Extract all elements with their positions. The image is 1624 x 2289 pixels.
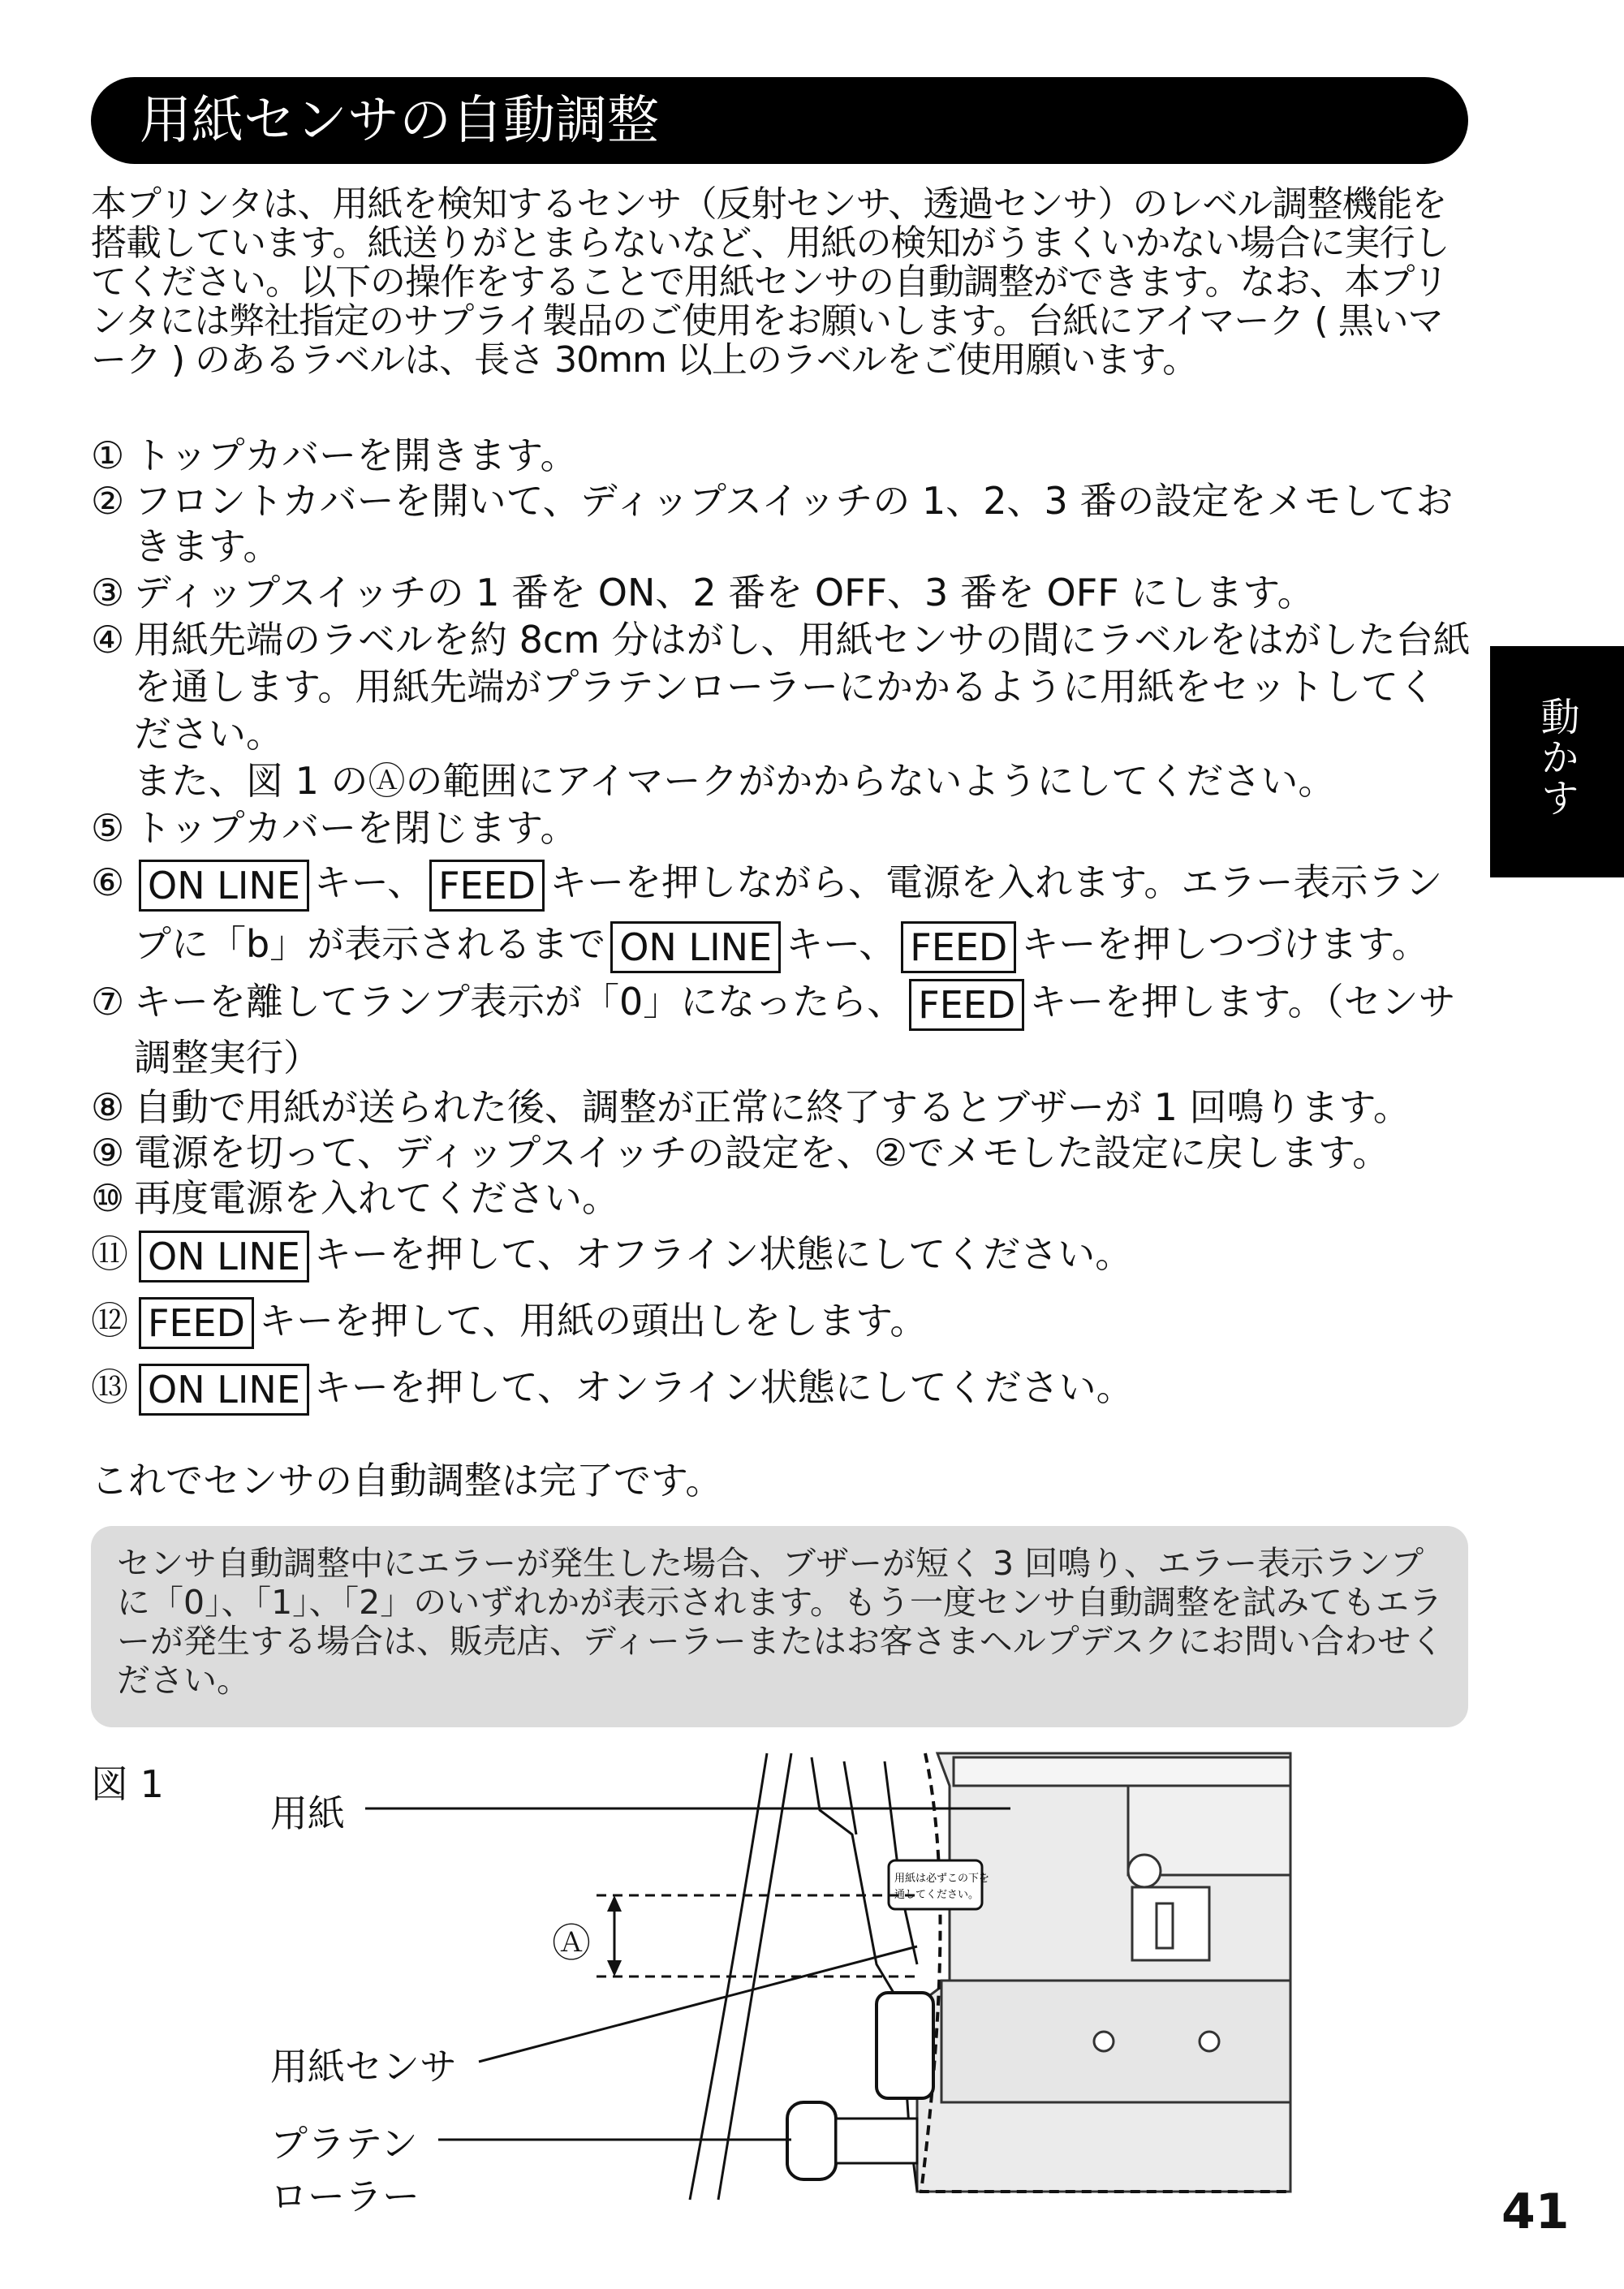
step-number: ⑨ [91,1130,125,1175]
step-number: ③ [91,571,125,614]
step-text: 再度電源を入れてください。 [134,1175,619,1220]
page-number: 41 [1501,2183,1570,2240]
step-number: ⑩ [91,1175,125,1220]
step-text: ディップスイッチの 1 番を ON、2 番を OFF、3 番を OFF にします。 [134,571,1315,614]
step-number: ⑦ [91,980,125,1024]
feed-key: FEED [901,921,1016,973]
label-platen-1: プラテン [270,2122,418,2166]
step-text: キーを離してランプ表示が「0」になったら、 [134,980,905,1024]
mechanism-line-2 [844,1761,856,1834]
step-number: ⑪ [91,1231,128,1276]
page-title: 用紙センサの自動調整 [140,91,659,151]
step-number: ⑬ [91,1364,128,1409]
completion-text: これでセンサの自動調整は完了です。 [91,1459,723,1502]
step-text-extra: また、図 1 のⒶの範囲にアイマークがかからないようにしてください。 [134,759,1336,803]
step-text: キーを押して、オフライン状態にしてください。 [313,1231,1133,1276]
step-text: フロントカバーを開いて、ディップスイッチの 1、2、3 番の設定をメモしておきます。 [134,479,1454,568]
platen-roller [787,2102,836,2179]
screw-icon [1200,2032,1219,2051]
step-text: キー、 [786,922,897,966]
step-number: ⑧ [91,1084,125,1129]
top-rail [954,1757,1290,1786]
sticker-text-2: 通してください。 [894,1889,980,1901]
feed-key: FEED [139,1297,254,1349]
step-text: トップカバーを開きます。 [134,433,578,477]
platen-housing [941,1981,1290,2102]
gear-icon [1128,1855,1161,1887]
online-key: ON LINE [139,1231,309,1282]
arrow-down-icon [607,1960,622,1976]
step-number: ④ [91,618,125,662]
label-sensor: 用紙センサ [270,2045,457,2089]
sticker-text-1: 用紙は必ずこの下を [894,1873,990,1885]
label-paper: 用紙 [270,1791,345,1835]
step-text: 電源を切って、ディップスイッチの設定を、②でメモした設定に戻します。 [134,1130,1390,1175]
feed-key: FEED [429,860,545,912]
step-text: キーを押しつづけます。 [1021,922,1429,966]
step-text: キーを押します。（センサ調整実行） [134,980,1456,1080]
step-number: ⑥ [91,860,125,904]
lever-slot [1157,1903,1173,1948]
note-text: センサ自動調整中にエラーが発生した場合、ブザーが短く 3 回鳴り、エラー表示ランプに「0」、「1」、「2」のいずれかが表示されます。もう一度センサ自動調整を試みてもエラーが発生する場合は、販売店、ディーラーまたはお客さまヘルプデスクにお問い合わせください。 [117,1544,1445,1700]
step-text: トップカバーを閉じます。 [134,806,578,850]
leader-sensor [479,1946,917,2062]
label-range-a: Ⓐ [552,1920,592,1966]
step-text: キー、 [313,860,425,904]
side-tab-label: 動かす [1534,696,1579,818]
arrow-up-icon [607,1895,622,1912]
sensor-bracket [877,1993,933,2098]
step-number: ① [91,433,125,477]
step-text: 用紙先端のラベルを約 8cm 分はがし、用紙センサの間にラベルをはがした台紙を通します。用紙先端がプラテンローラーにかかるように用紙をセットしてください。 [134,618,1471,756]
figure-label: 図 1 [91,1762,164,1806]
step-number: ⑤ [91,806,125,850]
step-number: ② [91,479,125,523]
step-text: キーを押して、オンライン状態にしてください。 [313,1364,1134,1409]
feed-key: FEED [909,979,1024,1031]
sensor-sticker [889,1860,982,1909]
label-platen-2: ローラー [270,2175,420,2218]
step-text: キーを押しながら、電源を入れます。エラー表示ランプに「b」が表示されるまで [134,860,1443,966]
step-text: 自動で用紙が送られた後、調整が正常に終了するとブザーが 1 回鳴ります。 [134,1084,1411,1129]
online-key: ON LINE [139,860,309,912]
online-key: ON LINE [139,1364,309,1416]
intro-text: 本プリンタは、用紙を検知するセンサ（反射センサ、透過センサ）のレベル調整機能を搭載しています。紙送りがとまらないなど、用紙の検知がうまくいかない場合に実行してください。以下の操作をすることで用紙センサの自動調整ができます。なお、本プリンタには弊社指定のサプライ製品のご使用をお願いします。台紙にアイマーク ( 黒いマーク ) のあるラベルは、長さ 30mm 以上のラベルをご使用願います。 [91,183,1450,381]
online-key: ON LINE [610,921,781,973]
screw-icon [1094,2032,1114,2051]
step-text: キーを押して、用紙の頭出しをします。 [259,1298,928,1343]
step-number: ⑫ [91,1298,128,1343]
roller-shaft [836,2119,917,2163]
